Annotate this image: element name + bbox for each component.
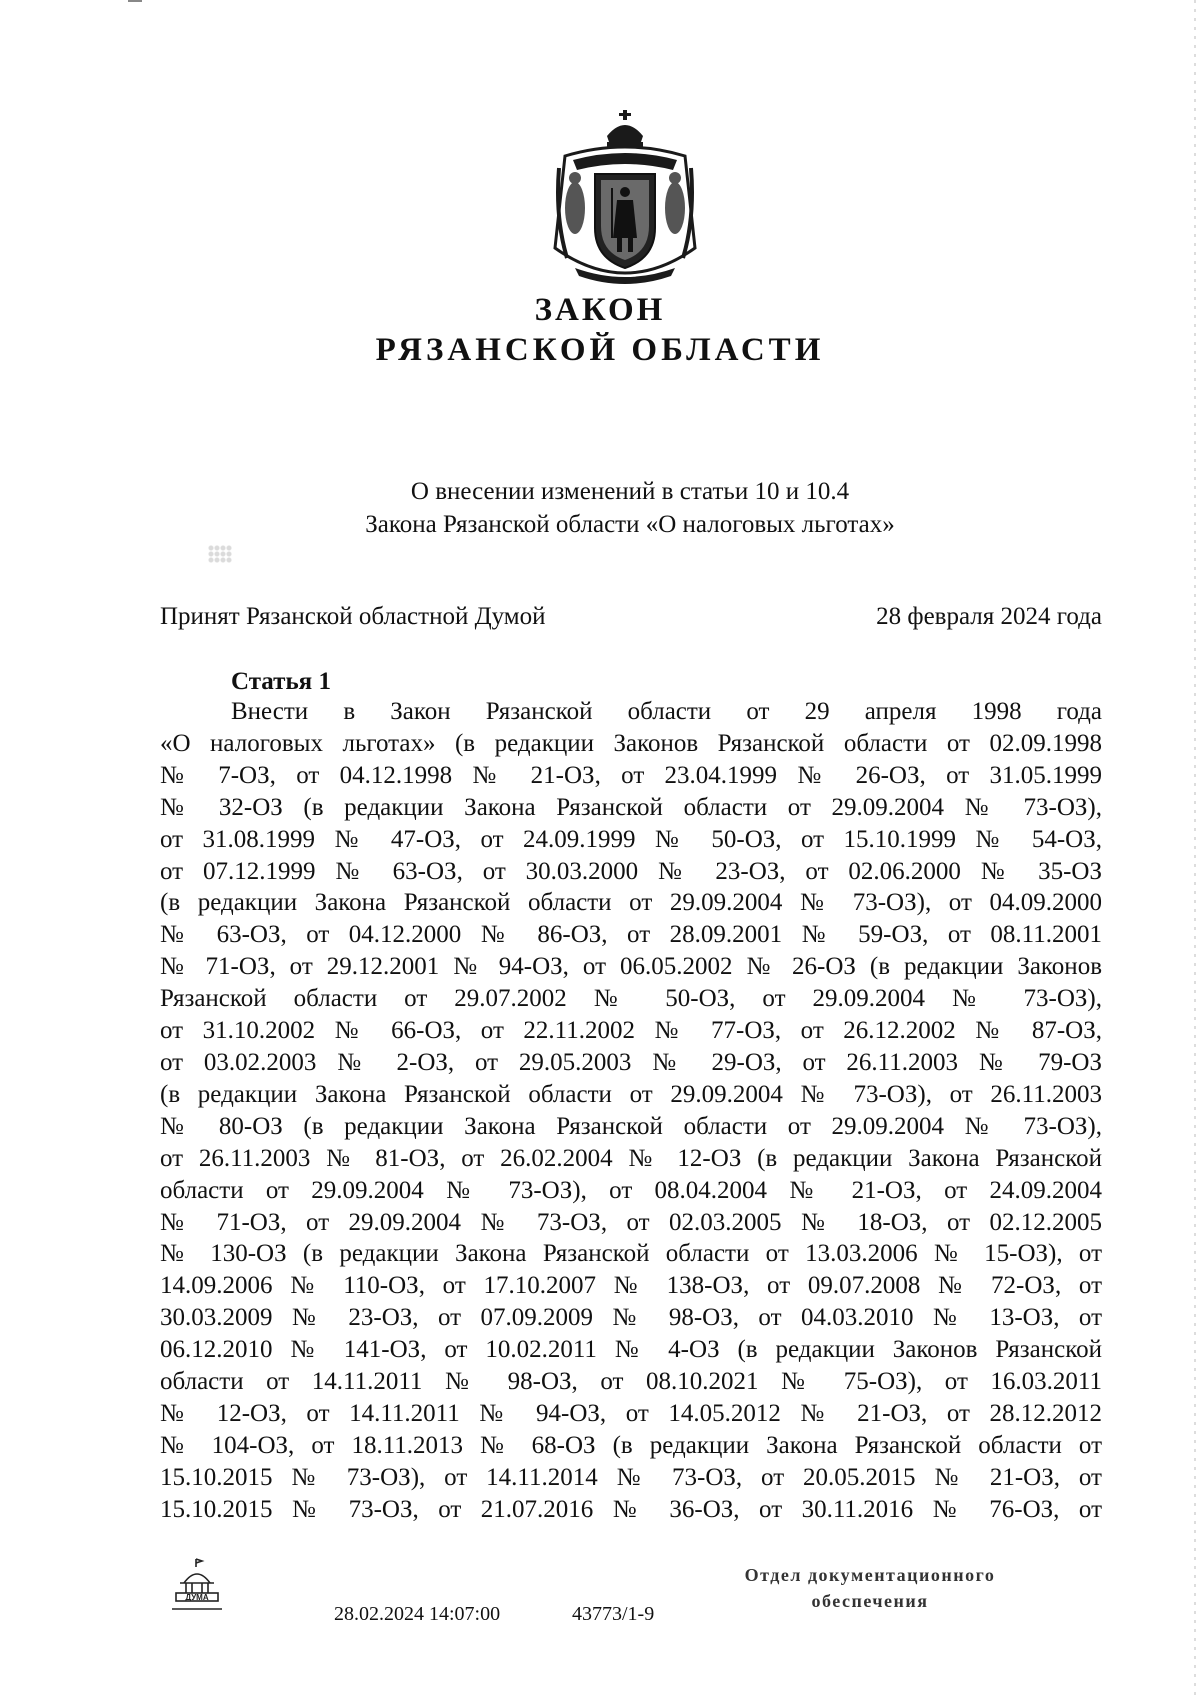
article-line: 14.09.2006 № 110-ОЗ, от 17.10.2007 № 138-ОЗ, от 09.07.2008 № 72-ОЗ, от (160, 1272, 1102, 1300)
article-line: 30.03.2009 № 23-ОЗ, от 07.09.2009 № 98-ОЗ, от 04.03.2010 № 13-ОЗ, от (160, 1304, 1102, 1332)
article-line: № 32-ОЗ (в редакции Закона Рязанской области от 29.09.2004 № 73-ОЗ), (160, 793, 1102, 821)
article-line: от 26.11.2003 № 81-ОЗ, от 26.02.2004 № 12-ОЗ (в редакции Закона Рязанской (160, 1144, 1102, 1172)
department-stamp (700, 1562, 1040, 1614)
scan-edge (1194, 0, 1196, 1695)
article-line: «О налоговых льготах» (в редакции Законов Рязанской области от 02.09.1998 (160, 729, 1102, 757)
article-line: от 07.12.1999 № 63-ОЗ, от 30.03.2000 № 23-ОЗ, от 02.06.2000 № 35-ОЗ (160, 857, 1102, 885)
scan-mark (128, 0, 142, 2)
article-line: 15.10.2015 № 73-ОЗ, от 21.07.2016 № 36-ОЗ, от 30.11.2016 № 76-ОЗ, от (160, 1495, 1102, 1523)
ryazan-coat-of-arms-icon (545, 108, 705, 290)
article-line: 06.12.2010 № 141-ОЗ, от 10.02.2011 № 4-ОЗ (в редакции Законов Рязанской (160, 1336, 1102, 1364)
article-line: № 71-ОЗ, от 29.09.2004 № 73-ОЗ, от 02.03.2005 № 18-ОЗ, от 02.12.2005 (160, 1208, 1102, 1236)
article-line: Внести в Закон Рязанской области от 29 апреля 1998 года (231, 698, 1102, 725)
subject-line-1: О внесении изменений в статьи 10 и 10.4 (410, 478, 850, 505)
article-line: № 104-ОЗ, от 18.11.2013 № 68-ОЗ (в редакции Закона Рязанской области от (160, 1431, 1102, 1459)
article-line: от 31.08.1999 № 47-ОЗ, от 24.09.1999 № 50-ОЗ, от 15.10.1999 № 54-ОЗ, (160, 825, 1102, 853)
article-line: № 7-ОЗ, от 04.12.1998 № 21-ОЗ, от 23.04.1999 № 26-ОЗ, от 31.05.1999 (160, 761, 1102, 789)
footer-timestamp: 28.02.2024 14:07:00 (334, 1603, 501, 1625)
scan-speck (208, 545, 232, 563)
article-body (160, 696, 1102, 1526)
article-line: № 130-ОЗ (в редакции Закона Рязанской области от 13.03.2006 № 15-ОЗ), от (160, 1240, 1102, 1268)
stamp-line-2: обеспечения (811, 1591, 929, 1611)
adoption-date: 28 февраля 2024 года (876, 603, 1102, 630)
subject-line-2: Закона Рязанской области «О налоговых льготах» (365, 511, 895, 538)
article-line: (в редакции Закона Рязанской области от 29.09.2004 № 73-ОЗ), от 26.11.2003 (160, 1080, 1102, 1108)
article-line: № 71-ОЗ, от 29.12.2001 № 94-ОЗ, от 06.05.2002 № 26-ОЗ (в редакции Законов (160, 953, 1102, 981)
article-heading: Статья 1 (231, 668, 331, 695)
stamp-line-1: Отдел документационного (744, 1565, 996, 1585)
article-line: 15.10.2015 № 73-ОЗ), от 14.11.2014 № 73-ОЗ, от 20.05.2015 № 21-ОЗ, от (160, 1463, 1102, 1491)
article-line: Рязанской области от 29.07.2002 № 50-ОЗ, от 29.09.2004 № 73-ОЗ), (160, 985, 1102, 1013)
article-line: от 31.10.2002 № 66-ОЗ, от 22.11.2002 № 77-ОЗ, от 26.12.2002 № 87-ОЗ, (160, 1017, 1102, 1045)
article-line: области от 29.09.2004 № 73-ОЗ), от 08.04.2004 № 21-ОЗ, от 24.09.2004 (160, 1176, 1102, 1204)
article-line: № 63-ОЗ, от 04.12.2000 № 86-ОЗ, от 28.09.2001 № 59-ОЗ, от 08.11.2001 (160, 921, 1102, 949)
duma-building-icon (170, 1557, 224, 1613)
footer-registration-number: 43773/1-9 (572, 1603, 655, 1625)
article-line: от 03.02.2003 № 2-ОЗ, от 29.05.2003 № 29-ОЗ, от 26.11.2003 № 79-ОЗ (160, 1048, 1102, 1076)
document-region-title: РЯЗАНСКОЙ ОБЛАСТИ (375, 332, 825, 368)
article-line: № 80-ОЗ (в редакции Закона Рязанской области от 29.09.2004 № 73-ОЗ), (160, 1112, 1102, 1140)
article-line: № 12-ОЗ, от 14.11.2011 № 94-ОЗ, от 14.05.2012 № 21-ОЗ, от 28.12.2012 (160, 1399, 1102, 1427)
duma-logo-text: ДУМА (185, 1593, 209, 1602)
article-line: области от 14.11.2011 № 98-ОЗ, от 08.10.2021 № 75-ОЗ), от 16.03.2011 (160, 1368, 1102, 1396)
document-type-title: ЗАКОН (534, 292, 666, 328)
article-line: (в редакции Закона Рязанской области от 29.09.2004 № 73-ОЗ), от 04.09.2000 (160, 889, 1102, 917)
adoption-body: Принят Рязанской областной Думой (160, 603, 546, 630)
adoption-line (160, 601, 1102, 633)
